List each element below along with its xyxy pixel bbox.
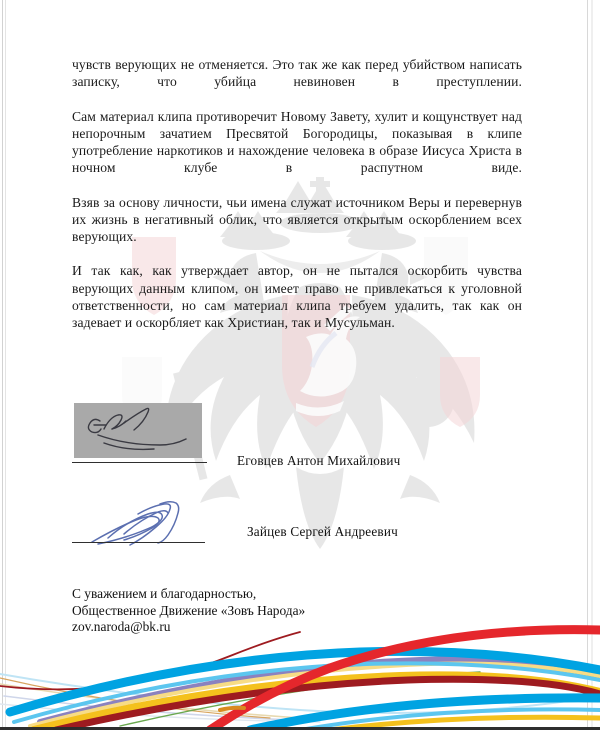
signature-name: Зайцев Сергей Андреевич [247, 524, 398, 539]
signature-block [72, 398, 512, 478]
paragraph: Взяв за основу личности, чьи имена служат источником Веры и перевернув их жизнь в негативный облик, что является открытым оскорблением всех верующих. [72, 194, 522, 245]
signature-rule [72, 542, 205, 543]
paragraph: чувств верующих не отменяется. Это так же как перед убийством написать записку, что убийца невиновен в преступлении. [72, 57, 522, 90]
paragraph: И так как, как утверждает автор, он не пытался оскорбить чувства верующих данным клипом, он имеет право не привлекаться к уголовной ответственности, но сам материал клипа требуем удалить, так как он задевает и оскорбляет как Христиан, так и Мусульман. [72, 263, 522, 331]
signature-name: Еговцев Антон Михайлович [237, 453, 401, 468]
signature-rule [72, 462, 207, 463]
letter-body [72, 56, 522, 331]
handwritten-signature [78, 498, 223, 548]
scanned-signature-image [74, 403, 202, 458]
signature-block [72, 498, 512, 563]
closing-line-organization: Общественное Движение «Зовъ Народа» [72, 602, 306, 618]
closing-line-regards: С уважением и благодарностью, [72, 586, 257, 601]
paragraph: Сам материал клипа противоречит Новому Завету, хулит и кощунствует над непорочным зачатием Пресвятой Богородицы, показывая в клипе употребление наркотиков и нахождение человека в образе Иисуса Христа в ночном клубе в распутном виде. [72, 108, 522, 176]
closing-line-email: zov.naroda@bk.ru [72, 619, 171, 635]
footer-ribbon-graphic [0, 600, 600, 730]
